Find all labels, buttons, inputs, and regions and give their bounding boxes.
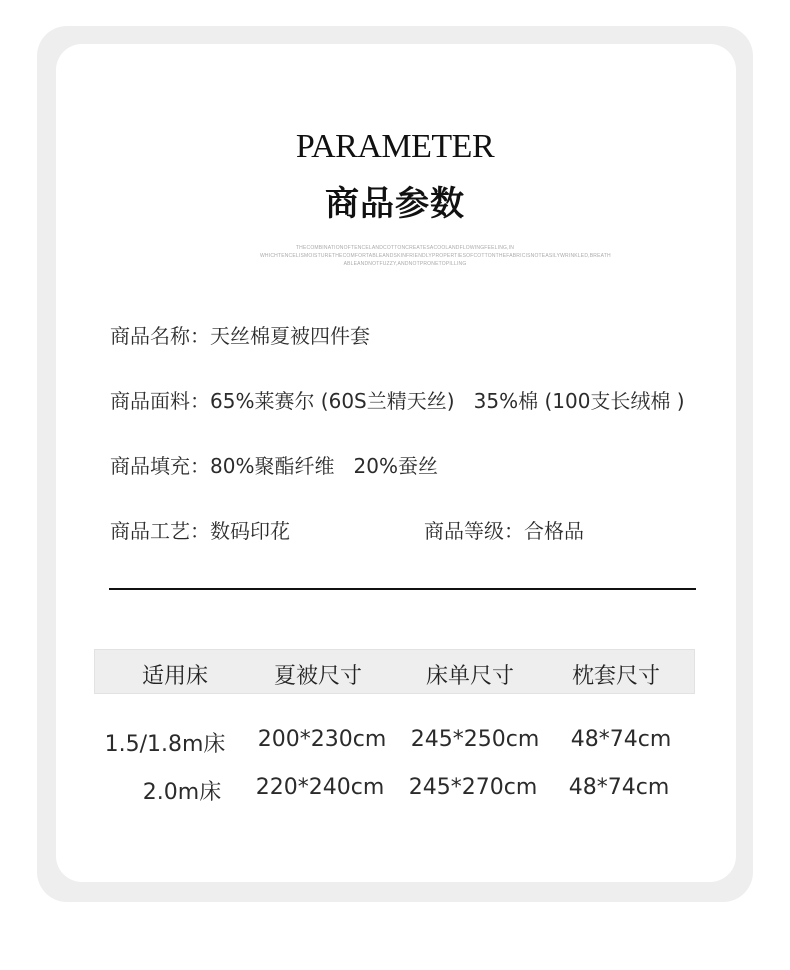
size-table-cell: 48*74cm: [568, 775, 670, 800]
size-table-cell: 48*74cm: [570, 727, 672, 752]
size-table-cell: 200*230cm: [257, 727, 387, 752]
size-table-header-cell: 床单尺寸: [425, 664, 514, 689]
param-craft-row: [110, 515, 290, 544]
title-english: PARAMETER: [295, 128, 495, 165]
param-fabric-label: 商品面料：: [110, 389, 210, 413]
param-grade-value: 合格品: [524, 519, 584, 543]
param-craft-label: 商品工艺：: [110, 519, 210, 543]
size-table-header-cell: 枕套尺寸: [571, 664, 660, 689]
size-table-cell: 245*270cm: [408, 775, 538, 800]
size-table-cell: 2.0m床: [142, 780, 222, 805]
param-name-row: [110, 320, 370, 349]
param-grade-label: 商品等级：: [424, 519, 524, 543]
param-fill-row: [110, 450, 438, 479]
fine-print-line: ABLEANDNOTFUZZY,ANDNOTPRONETOPILLING: [343, 261, 467, 267]
param-fill-label: 商品填充：: [110, 454, 210, 478]
param-craft-value: 数码印花: [210, 519, 290, 543]
size-table-cell: 245*250cm: [410, 727, 540, 752]
size-table-header-cell: 适用床: [141, 664, 208, 689]
section-divider: [109, 588, 696, 590]
param-fabric-row: [110, 385, 685, 414]
param-name-label: 商品名称：: [110, 324, 210, 348]
param-grade-row: [424, 515, 584, 544]
fine-print-line: WHICHTENCELISMOISTURETHECOMFORTABLEANDSKINFRIENDLYPROPERTIESOFCOTTONTHEFABRICISNOTEASILYWRINKLED,BREATH: [260, 253, 611, 259]
size-table-header-cell: 夏被尺寸: [273, 664, 362, 689]
fine-print: [260, 244, 611, 268]
title-chinese: 商品参数: [325, 184, 465, 224]
size-table-cell: 220*240cm: [255, 775, 385, 800]
param-name-value: 天丝棉夏被四件套: [210, 324, 370, 348]
fine-print-line: THECOMBINATIONOFTENCELANDCOTTONCREATESACOOLANDFLOWINGFEELING,IN: [295, 245, 515, 251]
param-fabric-value: 65%莱赛尔 (60S兰精天丝) 35%棉 (100支长绒棉 ): [210, 389, 685, 413]
size-table-cell: 1.5/1.8m床: [104, 732, 226, 757]
param-fill-value: 80%聚酯纤维 20%蚕丝: [210, 454, 438, 478]
